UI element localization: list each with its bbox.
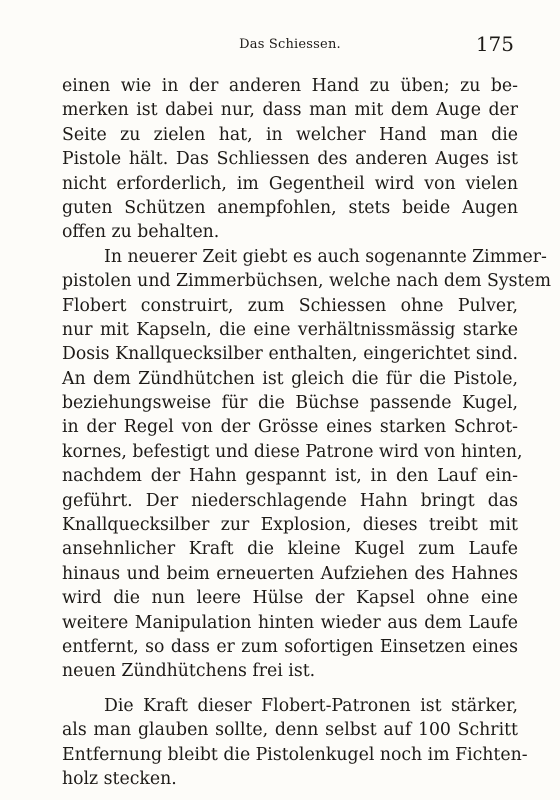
text-line: wird die nun leere Hülse der Kapsel ohne eine (62, 588, 518, 609)
text-line: holz stecken. (62, 768, 177, 789)
paragraph-flobert-patronen (62, 694, 528, 792)
page-number: 175 (475, 32, 514, 56)
text-line: An dem Zündhütchen ist gleich die für die Pistole, (62, 368, 518, 389)
paragraph-zimmerpistolen (62, 245, 552, 684)
text-line: Seite zu zielen hat, in welcher Hand man die (62, 124, 518, 145)
text-line: Pistole hält. Das Schliessen des anderen Auges ist (62, 149, 518, 170)
text-line: geführt. Der niederschlagende Hahn bringt das (62, 490, 518, 511)
text-line: offen zu behalten. (62, 222, 220, 243)
text-line: hinaus und beim erneuerten Aufziehen des Hahnes (62, 563, 518, 584)
text-line: in der Regel von der Grösse eines starken Schrot- (62, 417, 518, 438)
running-head (62, 34, 518, 56)
text-line: als man glauben sollte, denn selbst auf 100 Schritt (62, 720, 518, 741)
text-line: kornes, befestigt und diese Patrone wird von hinten, (62, 441, 523, 462)
text-line: entfernt, so dass er zum sofortigen Einsetzen eines (62, 636, 518, 657)
text-line: In neuerer Zeit giebt es auch sogenannte Zimmer- (104, 246, 547, 267)
text-line: Dosis Knallquecksilber enthalten, eingerichtet sind. (62, 344, 518, 365)
text-line: guten Schützen anempfohlen, stets beide Augen (62, 197, 518, 218)
text-line: merken ist dabei nur, dass man mit dem Auge der (62, 100, 518, 121)
text-line: weitere Manipulation hinten wieder aus dem Laufe (62, 612, 518, 633)
text-line: nachdem der Hahn gespannt ist, in den Lauf ein- (62, 466, 518, 487)
text-line: Knallquecksilber zur Explosion, dieses treibt mit (62, 515, 518, 536)
text-line: beziehungsweise für die Büchse passende Kugel, (62, 393, 518, 414)
text-line: Flobert construirt, zum Schiessen ohne Pulver, (62, 295, 518, 316)
text-line: Die Kraft dieser Flobert-Patronen ist stärker, (104, 695, 518, 716)
text-line: einen wie in der anderen Hand zu üben; zu be- (62, 76, 518, 96)
text-line: nicht erforderlich, im Gegentheil wird von vielen (62, 173, 518, 194)
body-text (62, 74, 552, 791)
text-line: ansehnlicher Kraft die kleine Kugel zum Laufe (62, 539, 518, 560)
text-line: pistolen und Zimmerbüchsen, welche nach dem System (62, 271, 552, 292)
running-head-title: Das Schiessen. (239, 37, 341, 52)
text-line: nur mit Kapseln, die eine verhältnissmässig starke (62, 319, 518, 340)
text-line: Entfernung bleibt die Pistolenkugel noch im Fichten- (62, 744, 528, 765)
paragraph-continuation (62, 74, 518, 245)
text-line: neuen Zündhütchens frei ist. (62, 661, 316, 682)
